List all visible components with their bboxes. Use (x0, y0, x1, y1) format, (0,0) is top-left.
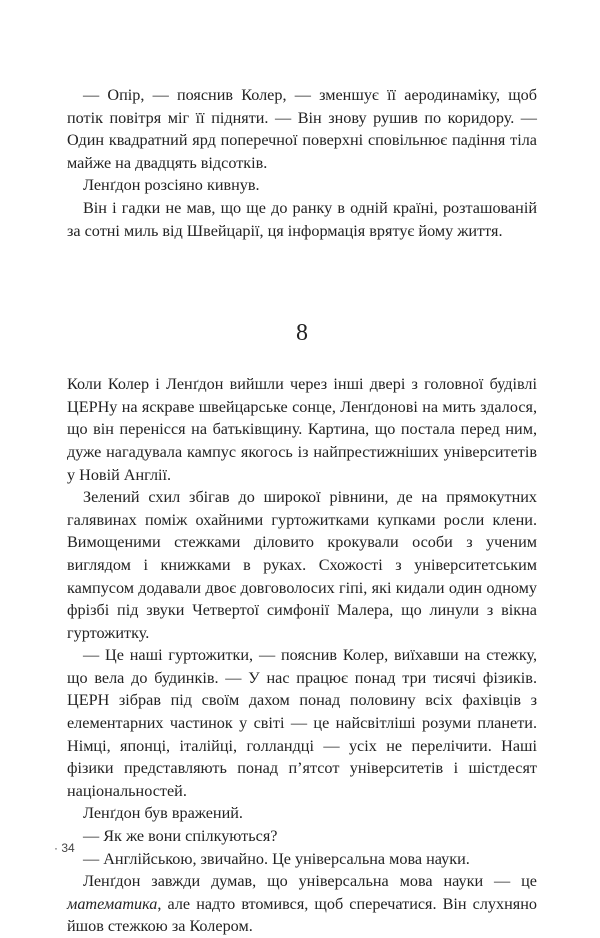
paragraph (67, 870, 537, 938)
paragraph: — Це наші гуртожитки, — пояснив Колер, виїхавши на стежку, що вела до будинків. — У нас працює понад три тисячі фізиків. ЦЕРН зібрав під своїм дахом понад половину всіх фахівців з елементарних частинок у світі — це найсвітліші розуми планети. Німці, японці, італійці, голландці — усіх не перелічити. Наші фізики представляють понад п’ятсот університетів і шістдесят національностей. (67, 646, 537, 800)
emphasis-text: математика (67, 894, 158, 913)
book-page (67, 84, 537, 938)
text-run: , але надто втомився, щоб сперечатися. Він слухняно йшов стежкою за Колером. (67, 894, 537, 936)
paragraph: Він і гадки не мав, що ще до ранку в одній країні, розташованій за сотні миль від Швейцарії, ця інформація врятує йому життя. (67, 198, 537, 240)
paragraph: — Опір, — пояснив Колер, — зменшує її аеродинаміку, щоб потік повітря міг її підняти. — Він знову рушив по коридору. — Один квадратний ярд поперечної поверхні сповільнює падіння тіла майже на двадцять відсотків. (67, 86, 537, 172)
paragraph: Зелений схил збігав до широкої рівнини, де на прямокутних галявинах поміж охайними гуртожитками купками росли клени. Вимощеними стежками діловито крокували особи з ученим виглядом і книжками в руках. Схожості з університетським кампусом додавали двоє довговолосих гіпі, які кидали один одному фрізбі під звуки Четвертої симфонії Малера, що линули з вікна гуртожитку. (67, 488, 537, 642)
chapter-number: 8 (296, 320, 308, 347)
paragraph: — Англійською, звичайно. Це універсальна мова науки. (83, 849, 470, 868)
paragraph: — Як же вони спілкуються? (83, 827, 278, 846)
page-number: · 34 (54, 841, 75, 855)
paragraph: Ленґдон був вражений. (83, 804, 243, 823)
paragraph: Коли Колер і Ленґдон вийшли через інші двері з головної будівлі ЦЕРНу на яскраве швейцарське сонце, Ленґдонові на мить здалося, що він перенісся на батьківщину. Картина, що постала перед ним, дуже нагадувала кампус якогось із найпрестижніших університетів у Новій Англії. (67, 375, 537, 484)
paragraph: Ленґдон розсіяно кивнув. (83, 176, 260, 195)
text-run: Ленґдон завжди думав, що універсальна мова науки — це (83, 872, 537, 891)
